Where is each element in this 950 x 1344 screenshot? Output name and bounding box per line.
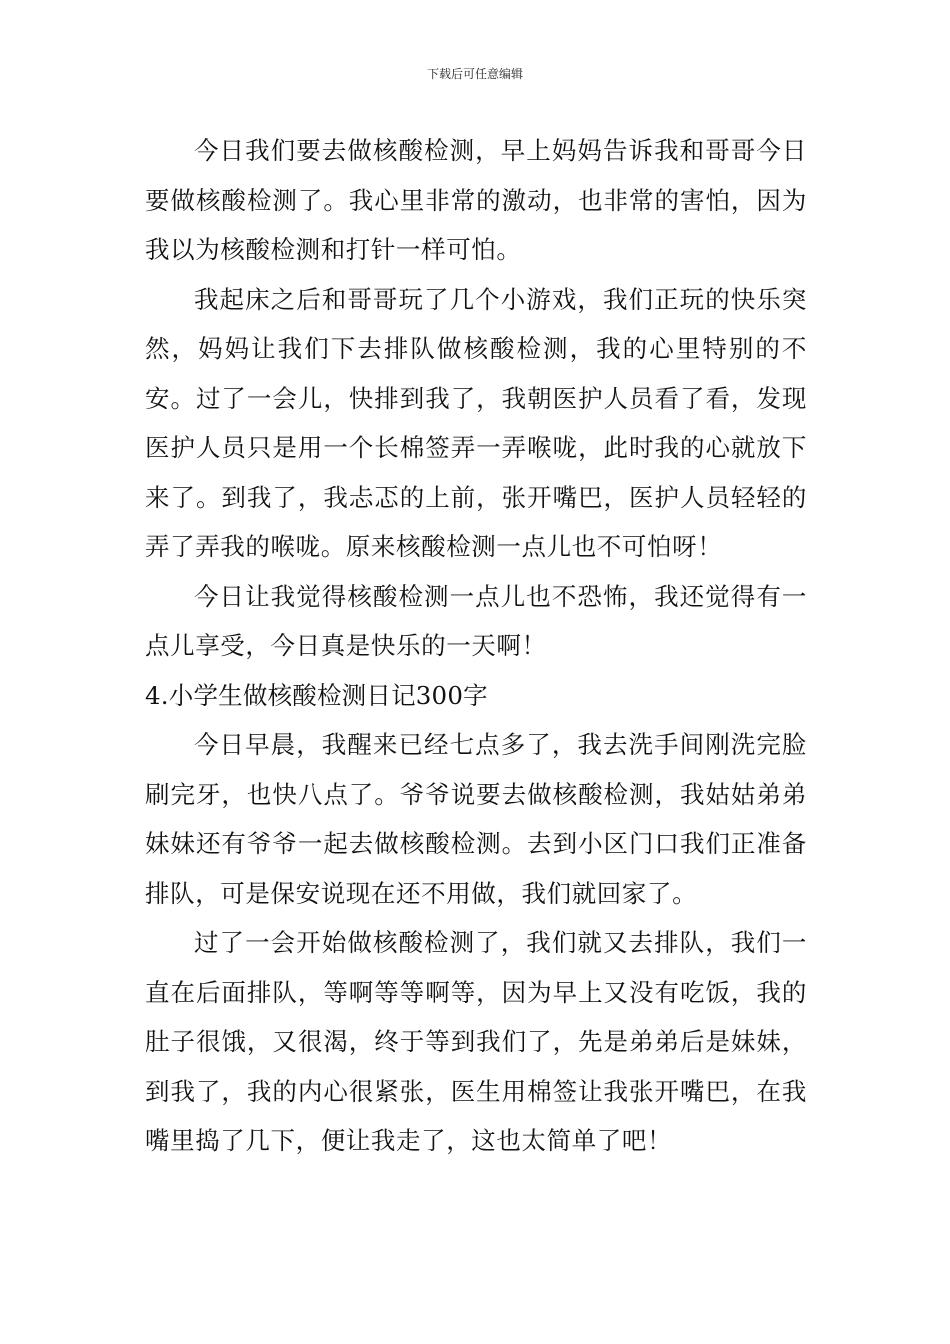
section-heading: 4.小学生做核酸检测日记300字: [145, 680, 488, 710]
paragraph: 过了一会开始做核酸检测了，我们就又去排队，我们一直在后面排队，等啊等等啊等，因为早上又没有吃饭，我的肚子很饿，又很渴，终于等到我们了，先是弟弟后是妹妹，到我了，我的内心很紧张，医生用棉签让我张开嘴巴，在我嘴里捣了几下，便让我走了，这也太简单了吧！: [145, 928, 807, 1155]
paragraph: 今日早晨，我醒来已经七点多了，我去洗手间刚洗完脸刷完牙，也快八点了。爷爷说要去做核酸检测，我姑姑弟弟妹妹还有爷爷一起去做核酸检测。去到小区门口我们正准备排队，可是保安说现在还不用做，我们就回家了。: [145, 730, 807, 908]
paragraph: 今日我们要去做核酸检测，早上妈妈告诉我和哥哥今日要做核酸检测了。我心里非常的激动，也非常的害怕，因为我以为核酸检测和打针一样可怕。: [145, 136, 807, 264]
page-header: 下载后可任意编辑: [426, 67, 523, 81]
document-body: [145, 126, 807, 1166]
paragraph: 今日让我觉得核酸检测一点儿也不恐怖，我还觉得有一点儿享受，今日真是快乐的一天啊！: [145, 581, 807, 660]
paragraph: 我起床之后和哥哥玩了几个小游戏，我们正玩的快乐突然，妈妈让我们下去排队做核酸检测，我的心里特别的不安。过了一会儿，快排到我了，我朝医护人员看了看，发现医护人员只是用一个长棉签弄一弄喉咙，此时我的心就放下来了。到我了，我忐忑的上前，张开嘴巴，医护人员轻轻的弄了弄我的喉咙。原来核酸检测一点儿也不可怕呀！: [145, 284, 807, 561]
